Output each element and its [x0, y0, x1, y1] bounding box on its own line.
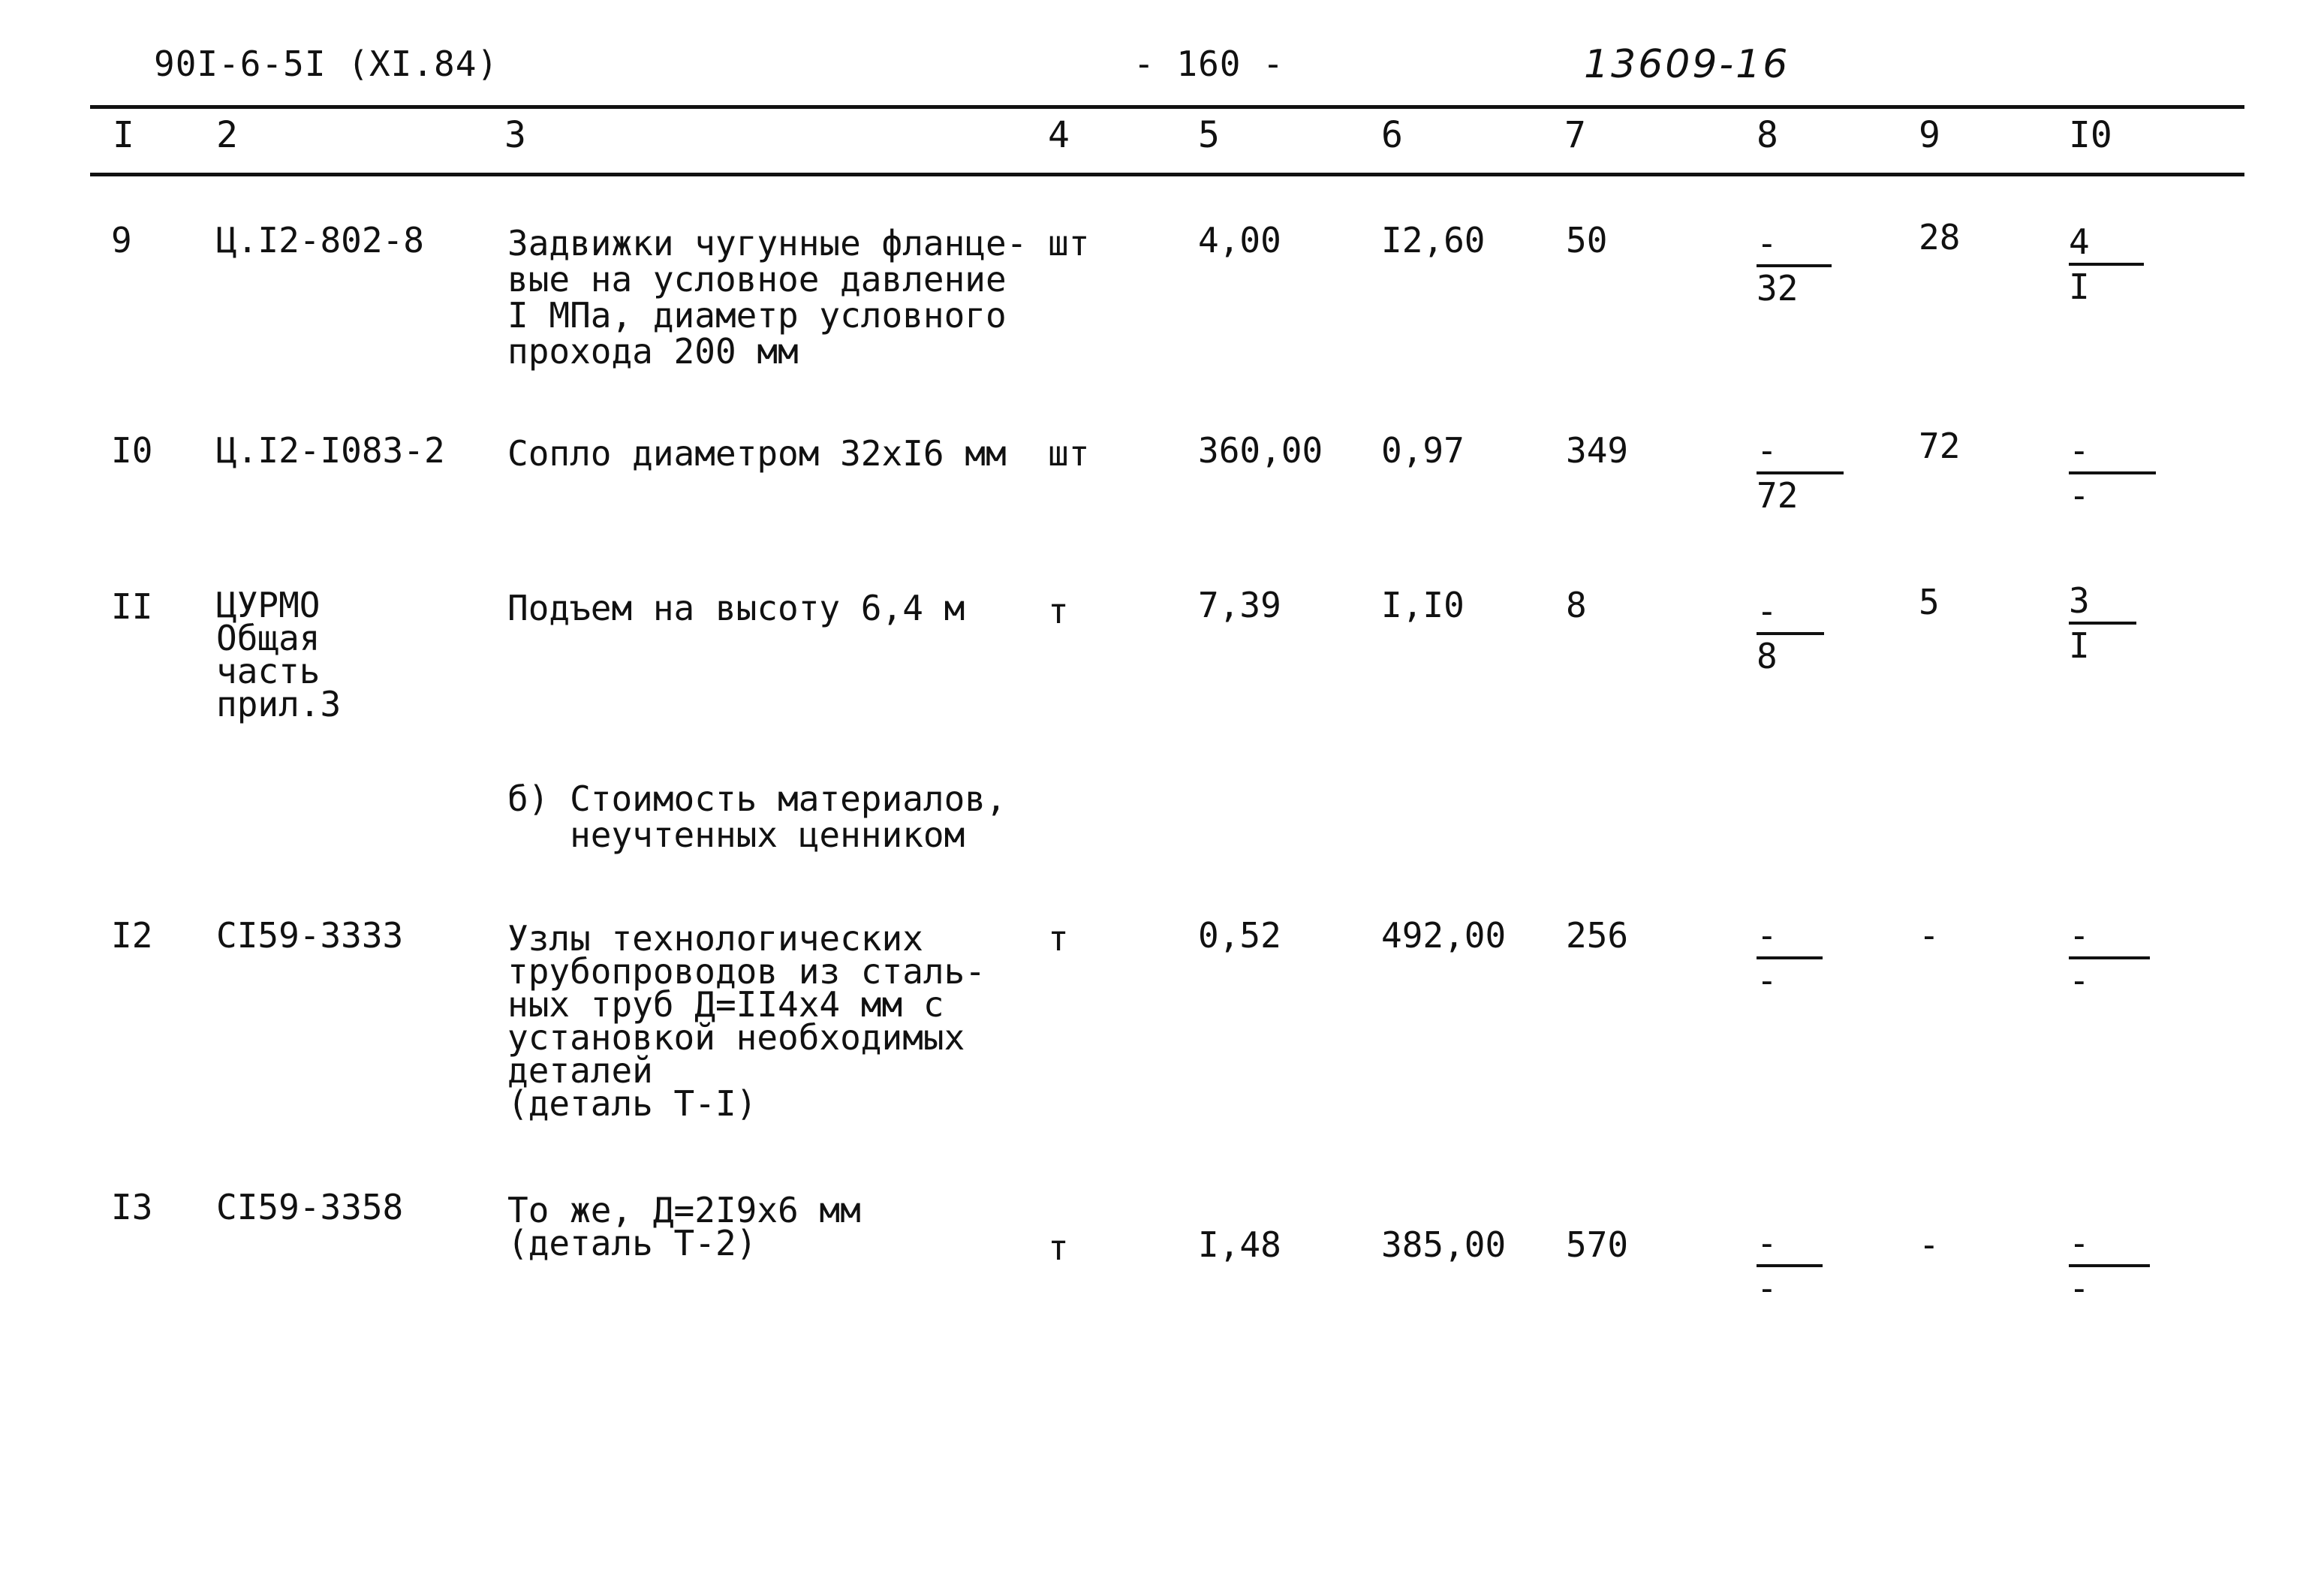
column-number: 8 [1757, 114, 1778, 156]
numerator: - [1757, 223, 1778, 263]
denominator: 8 [1757, 636, 1778, 676]
price-reference: Ц.I2-I083-2 [216, 430, 445, 471]
denominator: - [2069, 1268, 2090, 1308]
fraction-bar [1757, 264, 1832, 267]
fraction-bar [2069, 471, 2156, 474]
fraction-bar [2069, 956, 2150, 959]
numerator: - [2069, 915, 2090, 956]
page-number: - 160 - [1133, 44, 1284, 84]
price-reference: CI59-3333 [216, 915, 404, 956]
inventory-number: 13609-16 [1584, 42, 1790, 87]
fraction-bar [1757, 956, 1823, 959]
top-rule [90, 105, 2244, 109]
col9-value: 5 [1919, 582, 1940, 622]
col9-value: 28 [1919, 217, 1961, 257]
fraction-bar [1757, 1264, 1823, 1267]
quantity: 7,39 [1198, 585, 1281, 625]
column-number: I [113, 114, 134, 156]
fraction-bar [2069, 622, 2136, 625]
denominator: I [2069, 625, 2090, 666]
row-number: 9 [111, 220, 132, 260]
fraction-col8 [1757, 432, 1839, 515]
fraction-col10 [2069, 1225, 2151, 1308]
column-number: 4 [1048, 114, 1070, 156]
section-heading: б) Стоимость материалов, неучтенных ценником [507, 778, 1007, 855]
unit: шт [1048, 223, 1090, 263]
denominator: - [2069, 960, 2090, 1001]
item-description: Сопло диаметром 32хI6 мм [507, 433, 1007, 474]
price-reference: CI59-3358 [216, 1187, 404, 1227]
numerator: 4 [2069, 221, 2090, 262]
unit-price: 385,00 [1381, 1224, 1507, 1265]
fraction-col10 [2069, 580, 2151, 666]
unit: т [1048, 1227, 1069, 1268]
unit: т [1048, 591, 1069, 631]
fraction-bar [1757, 632, 1824, 635]
col9-value: - [1919, 1224, 1940, 1265]
column-number: 3 [504, 114, 526, 156]
denominator: I [2069, 267, 2090, 307]
header-rule [90, 173, 2244, 176]
unit-price: 492,00 [1381, 915, 1507, 956]
fraction-bar [2069, 1264, 2150, 1267]
column-number: 7 [1564, 114, 1586, 156]
column-number: 2 [216, 114, 238, 156]
unit-price: I,I0 [1381, 585, 1465, 625]
numerator: - [1757, 591, 1778, 631]
fraction-bar [1757, 471, 1844, 474]
denominator: - [1757, 1268, 1778, 1308]
numerator: 3 [2069, 580, 2090, 621]
row-number: I0 [111, 430, 153, 471]
fraction-bar [2069, 263, 2144, 266]
fraction-col8 [1757, 225, 1839, 308]
item-description: Подъем на высоту 6,4 м [507, 588, 965, 628]
unit: т [1048, 918, 1069, 959]
quantity: 0,52 [1198, 915, 1281, 956]
denominator: - [2069, 475, 2090, 516]
numerator: - [2069, 1223, 2090, 1263]
total-cost: 570 [1566, 1224, 1629, 1265]
fraction-col10 [2069, 432, 2151, 515]
item-description: Узлы технологических трубопроводов из сталь- ных труб Д=II4х4 мм с установкой необходимых деталей (деталь Т-I) [507, 918, 986, 1124]
total-cost: 8 [1566, 585, 1587, 625]
column-number: 6 [1381, 114, 1403, 156]
numerator: - [1757, 430, 1778, 471]
unit-price: 0,97 [1381, 430, 1465, 471]
price-reference: ЦУРМО Общая часть прил.3 [216, 585, 342, 724]
item-description: Задвижки чугунные фланце- вые на условное давление I МПа, диаметр условного прохода 200 мм [507, 223, 1028, 372]
numerator: - [1757, 1223, 1778, 1263]
row-number: I2 [111, 915, 153, 956]
numerator: - [1757, 915, 1778, 956]
col9-value: 72 [1919, 426, 1961, 466]
quantity: I,48 [1198, 1224, 1281, 1265]
denominator: - [1757, 960, 1778, 1001]
total-cost: 256 [1566, 915, 1629, 956]
row-number: I3 [111, 1187, 153, 1227]
document-code: 90I-6-5I (XI.84) [154, 44, 499, 84]
denominator: 32 [1757, 268, 1799, 309]
fraction-col10 [2069, 917, 2151, 1000]
total-cost: 50 [1566, 220, 1608, 260]
price-reference: Ц.I2-802-8 [216, 220, 424, 260]
numerator: - [2069, 430, 2090, 471]
fraction-col8 [1757, 1225, 1839, 1308]
item-description: То же, Д=2I9х6 мм (деталь Т-2) [507, 1190, 861, 1263]
unit: шт [1048, 433, 1090, 474]
unit-price: I2,60 [1381, 220, 1486, 260]
quantity: 360,00 [1198, 430, 1323, 471]
total-cost: 349 [1566, 430, 1629, 471]
fraction-col8 [1757, 917, 1839, 1000]
row-number: II [111, 586, 153, 627]
fraction-col8 [1757, 593, 1839, 676]
quantity: 4,00 [1198, 220, 1281, 260]
column-number: 9 [1919, 114, 1940, 156]
col9-value: - [1919, 915, 1940, 956]
column-number: 5 [1198, 114, 1220, 156]
denominator: 72 [1757, 475, 1799, 516]
column-number: I0 [2069, 114, 2112, 156]
fraction-col10 [2069, 221, 2151, 307]
